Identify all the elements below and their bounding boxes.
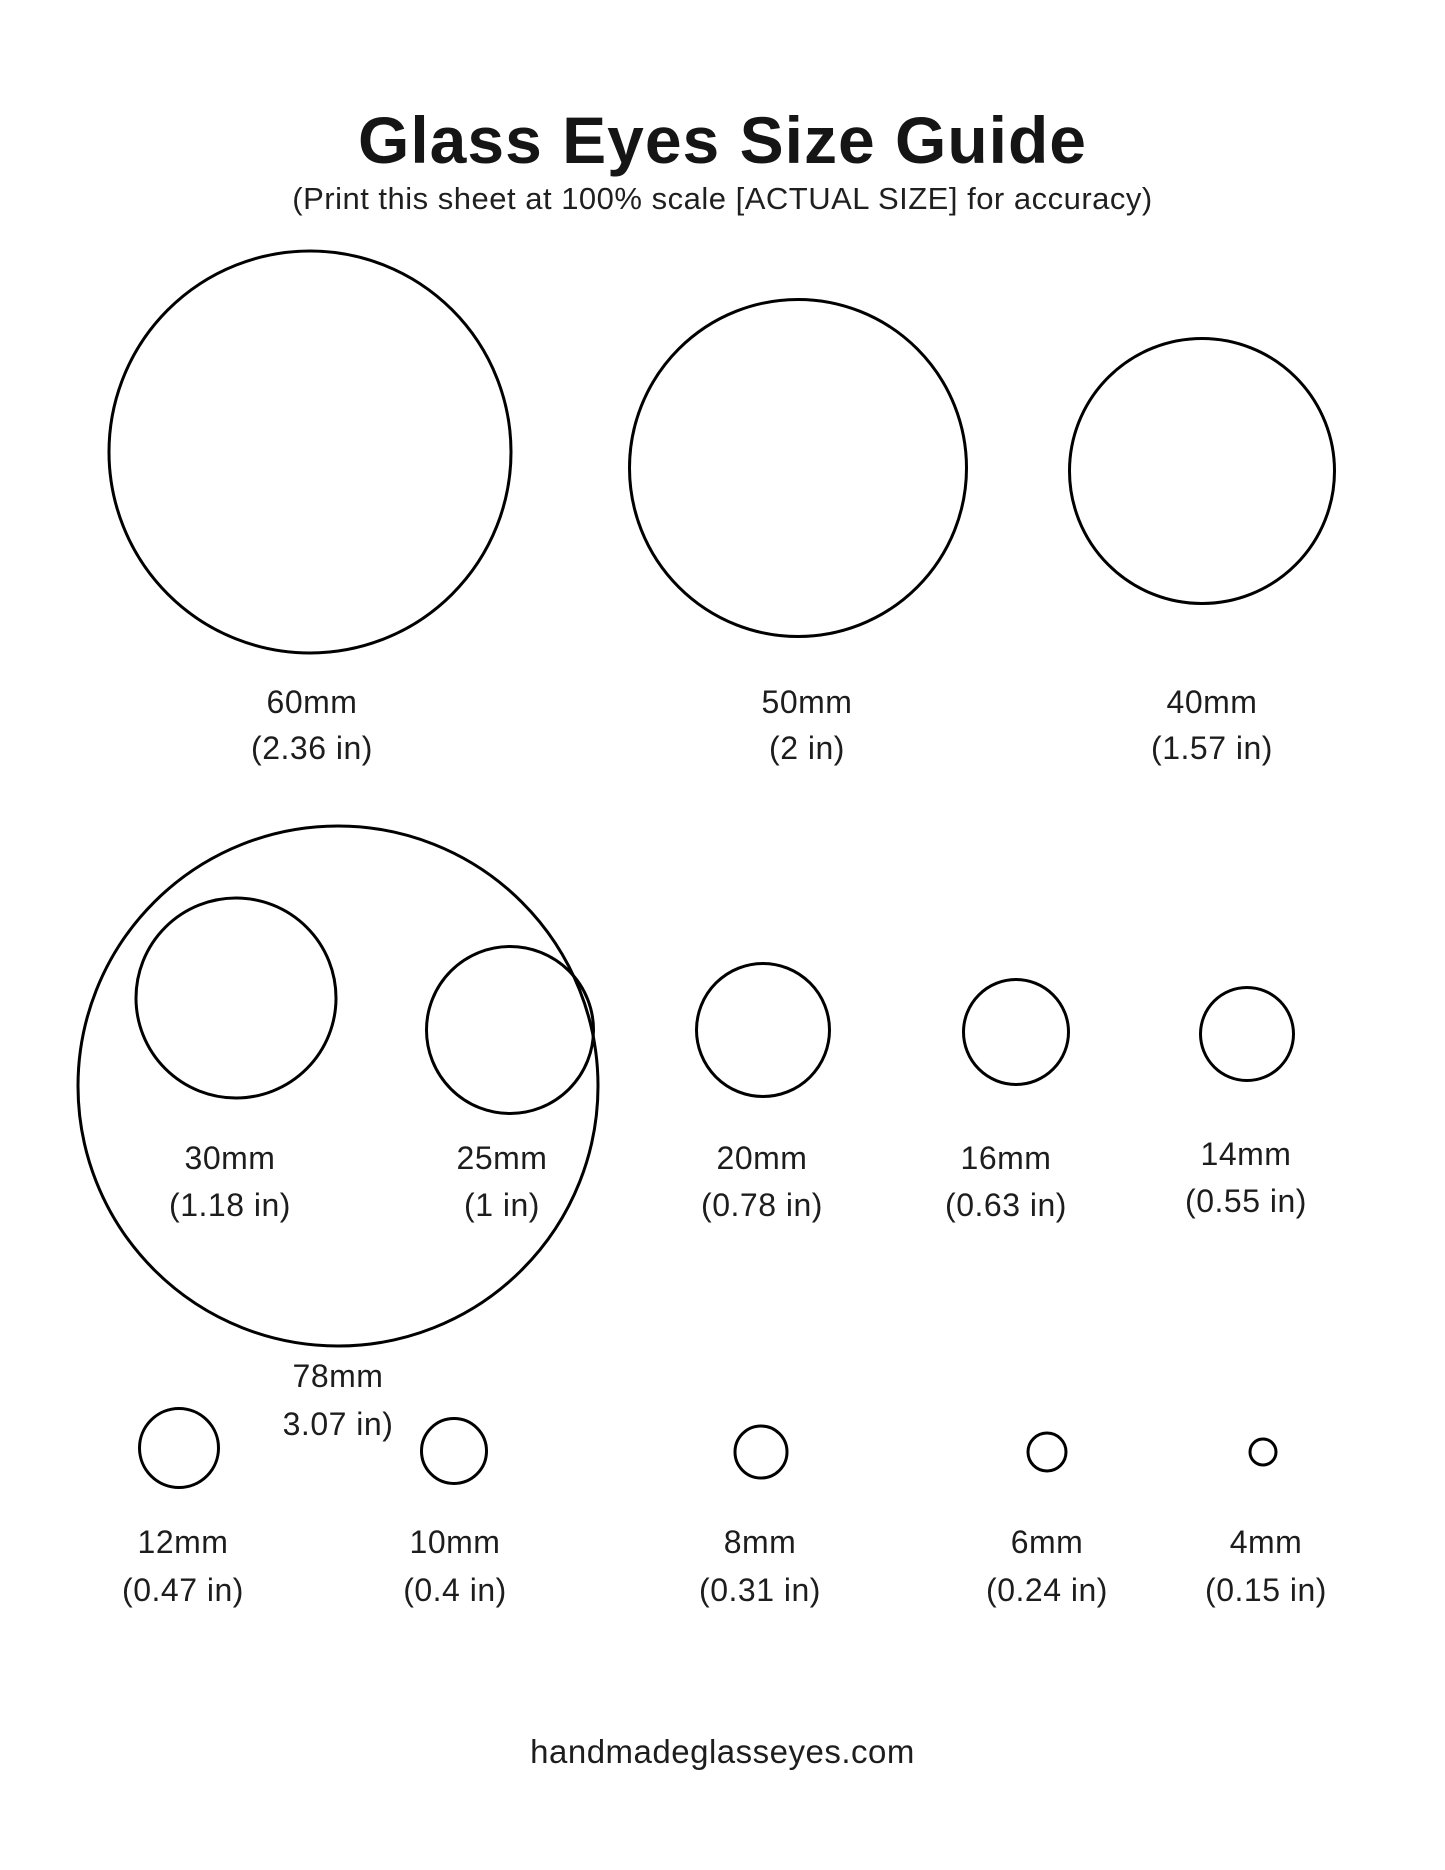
label-25mm-inches: (1 in) [464, 1187, 540, 1223]
label-12mm-inches: (0.47 in) [122, 1572, 244, 1608]
label-25mm-mm: 25mm [456, 1140, 548, 1176]
circle-20mm [695, 962, 831, 1098]
circle-10mm [420, 1417, 488, 1485]
label-40mm-inches: (1.57 in) [1151, 730, 1273, 766]
label-60mm-mm: 60mm [266, 684, 358, 720]
footer-url: handmadeglasseyes.com [530, 1733, 915, 1770]
label-78mm-inches: 3.07 in) [282, 1406, 394, 1442]
label-60mm-inches: (2.36 in) [251, 730, 373, 766]
circle-8mm [734, 1425, 789, 1480]
circle-12mm [138, 1407, 220, 1489]
label-12mm-mm: 12mm [137, 1524, 229, 1560]
label-20mm-inches: (0.78 in) [701, 1187, 823, 1223]
label-20mm-mm: 20mm [716, 1140, 808, 1176]
circle-60mm [108, 250, 513, 655]
circle-25mm [425, 945, 595, 1115]
label-14mm-inches: (0.55 in) [1185, 1183, 1307, 1219]
label-50mm-inches: (2 in) [769, 730, 845, 766]
label-78mm-mm: 78mm [292, 1358, 384, 1394]
label-10mm-mm: 10mm [409, 1524, 501, 1560]
label-8mm-mm: 8mm [723, 1524, 797, 1560]
label-16mm-inches: (0.63 in) [945, 1187, 1067, 1223]
label-16mm-mm: 16mm [960, 1140, 1052, 1176]
circle-40mm [1068, 337, 1336, 605]
label-10mm-inches: (0.4 in) [403, 1572, 507, 1608]
page-subtitle: (Print this sheet at 100% scale [ACTUAL SIZE] for accuracy) [292, 181, 1153, 216]
label-4mm-mm: 4mm [1229, 1524, 1303, 1560]
circle-4mm [1249, 1438, 1278, 1467]
label-6mm-inches: (0.24 in) [986, 1572, 1108, 1608]
circle-14mm [1199, 986, 1295, 1082]
label-6mm-mm: 6mm [1010, 1524, 1084, 1560]
label-30mm-mm: 30mm [184, 1140, 276, 1176]
label-30mm-inches: (1.18 in) [169, 1187, 291, 1223]
page-title: Glass Eyes Size Guide [357, 103, 1088, 177]
label-14mm-mm: 14mm [1200, 1136, 1292, 1172]
label-40mm-mm: 40mm [1166, 684, 1258, 720]
label-8mm-inches: (0.31 in) [699, 1572, 821, 1608]
circle-16mm [962, 978, 1070, 1086]
circle-50mm [628, 298, 968, 638]
label-50mm-mm: 50mm [761, 684, 853, 720]
label-4mm-inches: (0.15 in) [1205, 1572, 1327, 1608]
circle-6mm [1027, 1432, 1068, 1473]
circle-30mm [135, 897, 338, 1100]
